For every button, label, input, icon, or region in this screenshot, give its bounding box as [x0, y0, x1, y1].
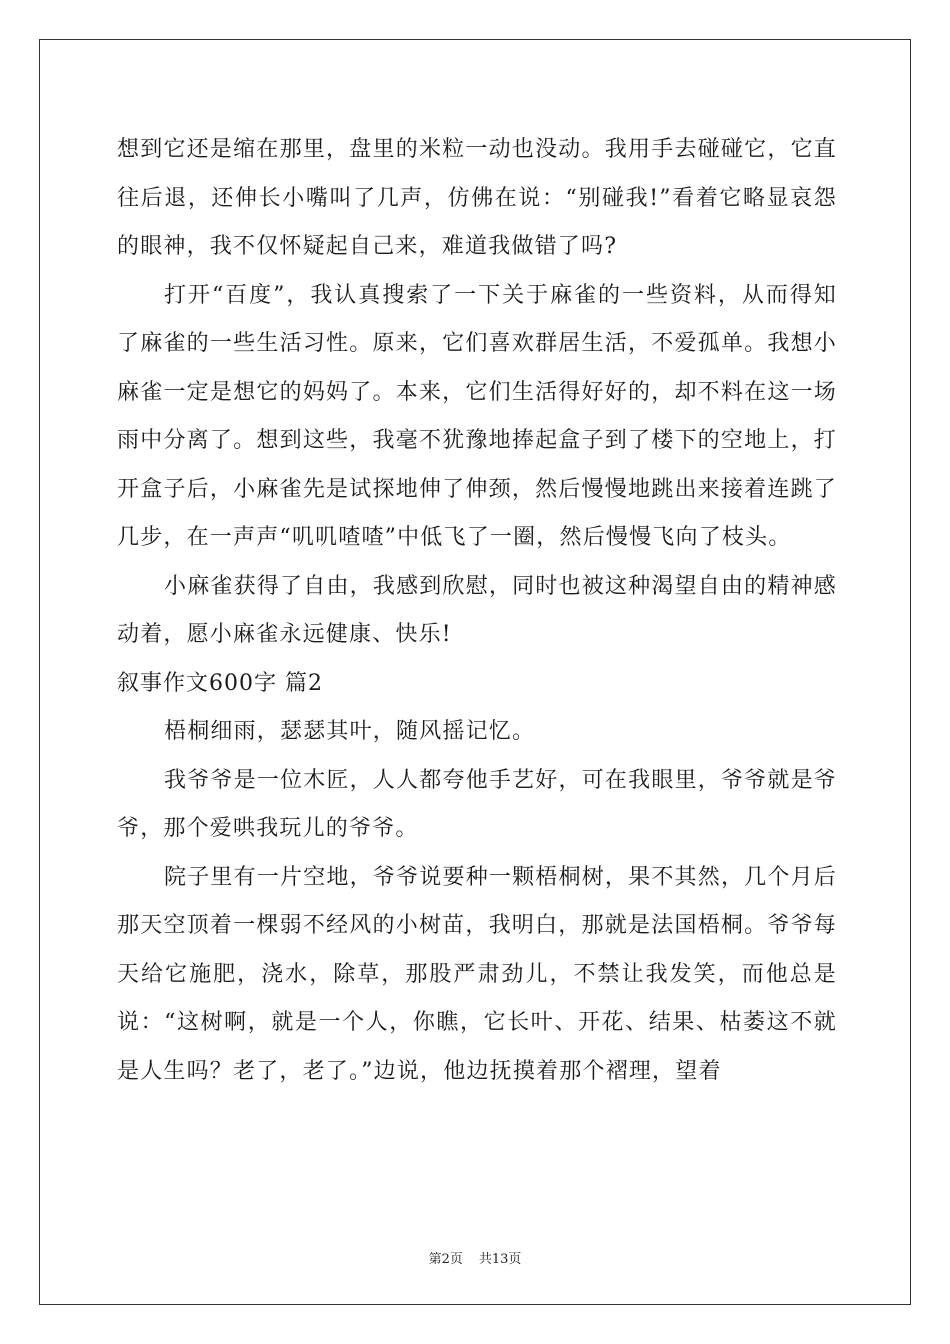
- section-heading: 叙事作文600字 篇2: [117, 670, 323, 696]
- paragraph-4: 梧桐细雨，瑟瑟其叶，随风摇记忆。: [164, 719, 536, 744]
- page-total: 共13页: [478, 1252, 522, 1267]
- paragraph-5: 我爷爷是一位木匠，人人都夸他手艺好，可在我眼里，爷爷就是爷爷，那个爱哄我玩儿的爷爷。: [117, 767, 837, 841]
- page-footer: [0, 1248, 950, 1267]
- paragraph-6: 院子里有一片空地，爷爷说要种一颗梧桐树，果不其然，几个月后那天空顶着一棵弱不经风的小树苗，我明白，那就是法国梧桐。爷爷每天给它施肥，浇水，除草，那股严肃劲儿，不禁让我发笑，而他总是说：“这树啊，就是一个人，你瞧，它长叶、开花、结果、枯萎这不就是人生吗？老了，老了。”边说，他边抚摸着那个褶理，望着: [117, 864, 837, 1084]
- paragraph-1: 想到它还是缩在那里，盘里的米粒一动也没动。我用手去碰碰它，它直往后退，还伸长小嘴叫了几声，仿佛在说：“别碰我!”看着它略显哀怨的眼神，我不仅怀疑起自己来，难道我做错了吗?: [117, 137, 837, 259]
- document-body: [117, 126, 837, 1096]
- page-number: 第2页: [428, 1252, 463, 1267]
- paragraph-2: 打开“百度”，我认真搜索了一下关于麻雀的一些资料，从而得知了麻雀的一些生活习性。原来，它们喜欢群居生活，不爱孤单。我想小麻雀一定是想它的妈妈了。本来，它们生活得好好的，却不料在这一场雨中分离了。想到这些，我毫不犹豫地捧起盒子到了楼下的空地上，打开盒子后，小麻雀先是试探地伸了伸颈，然后慢慢地跳出来接着连跳了几步，在一声声“叽叽喳喳”中低飞了一圈，然后慢慢飞向了枝头。: [117, 282, 837, 550]
- paragraph-3: 小麻雀获得了自由，我感到欣慰，同时也被这种渴望自由的精神感动着，愿小麻雀永远健康、快乐!: [117, 573, 837, 647]
